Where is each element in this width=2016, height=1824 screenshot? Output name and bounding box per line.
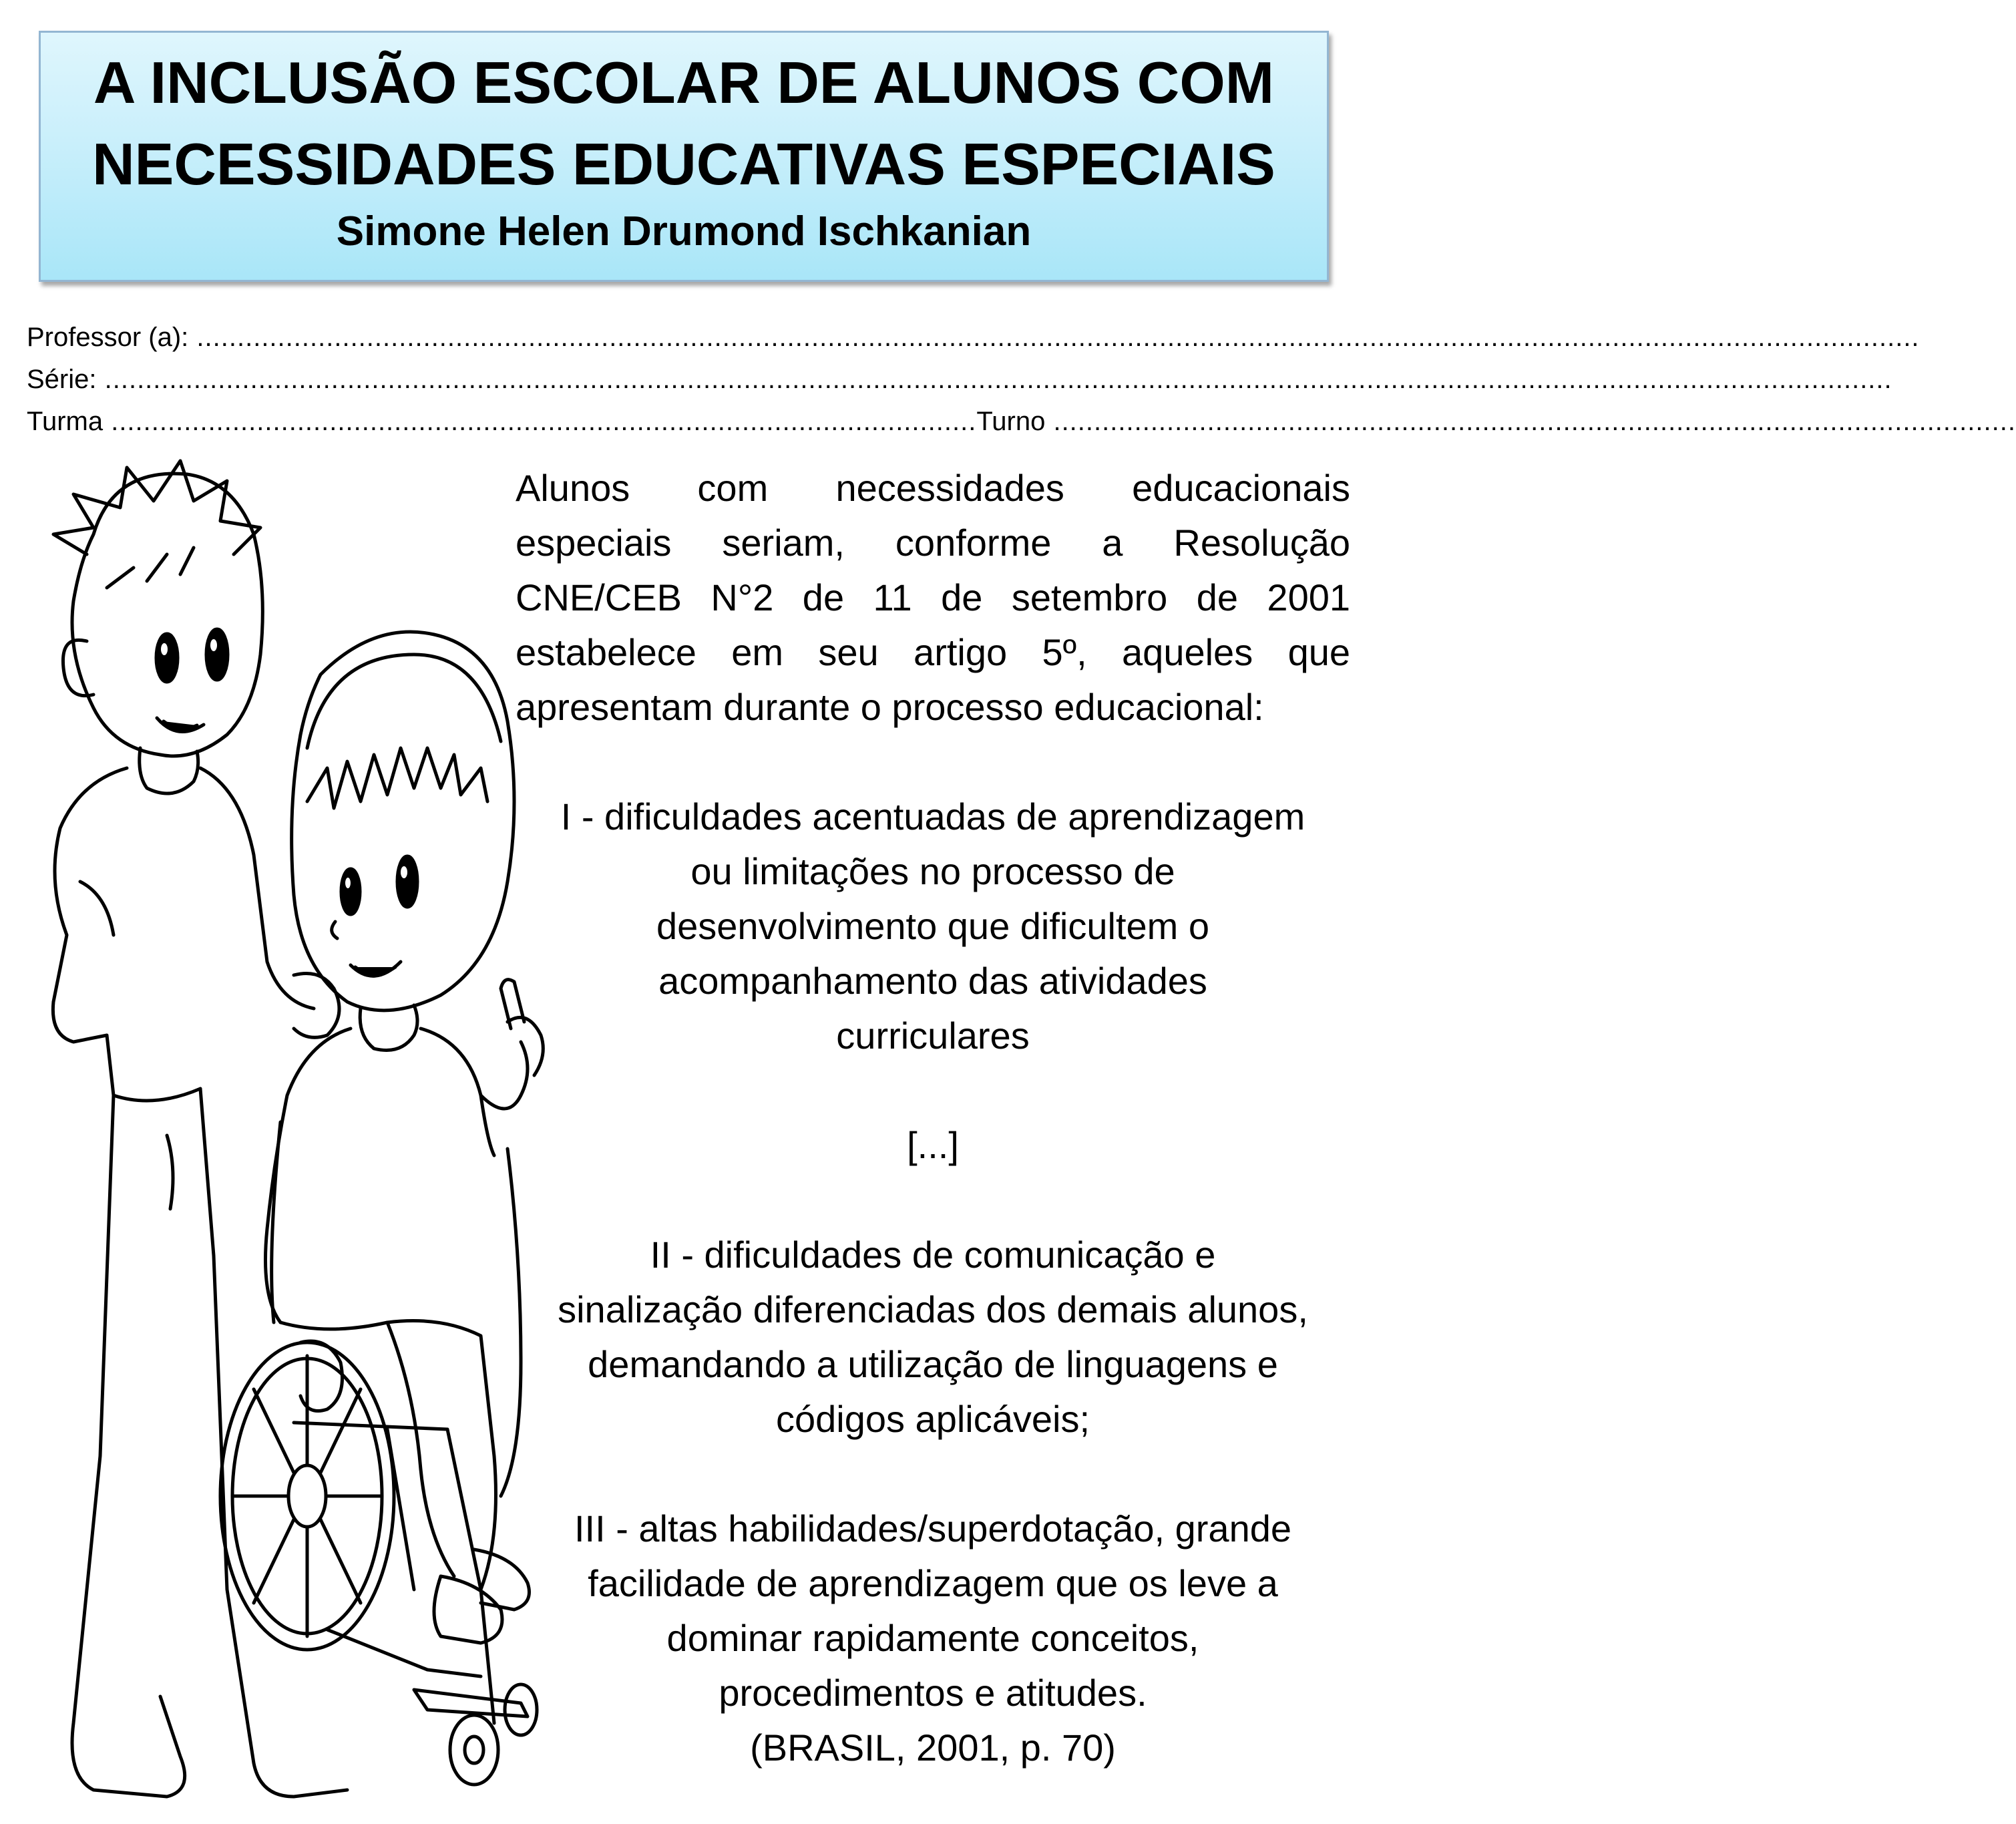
professor-label: Professor (a): [27, 323, 189, 352]
turno-blank[interactable]: ....................................................................................................................... [1045, 407, 2016, 436]
item-1-line: ou limitações no processo de [690, 850, 1175, 892]
item-3 [516, 1501, 1350, 1720]
item-1 [516, 789, 1350, 1063]
item-2 [516, 1228, 1350, 1447]
turma-label: Turma [27, 407, 104, 436]
author-name: Simone Helen Drumond Ischkanian [336, 208, 1032, 254]
intro-line-2: especiais seriam, conforme a Resolução [516, 522, 1350, 564]
title-line-1: A INCLUSÃO ESCOLAR DE ALUNOS COM [93, 49, 1275, 116]
title-banner [39, 31, 1329, 282]
item-1-line: desenvolvimento que dificultem o [656, 905, 1210, 947]
intro-line-1: Alunos com necessidades educacionais [516, 467, 1350, 509]
turma-blank[interactable]: ........................................................................................................... [103, 407, 977, 436]
item-2-line: códigos aplicáveis; [775, 1398, 1090, 1440]
ellipsis: [...] [907, 1124, 959, 1166]
intro-line-5: apresentam durante o processo educacional: [516, 686, 1264, 728]
professor-blank[interactable]: ..................................................................................................................................................................................................................... [188, 323, 1920, 352]
item-3-line: dominar rapidamente conceitos, [666, 1617, 1199, 1659]
professor-field[interactable] [27, 321, 1920, 354]
boy-pushing-girl-in-wheelchair-drawing [13, 454, 548, 1817]
serie-field[interactable] [27, 363, 1892, 396]
item-2-line: sinalização diferenciadas dos demais alunos, [558, 1288, 1308, 1330]
item-3-line: facilidade de aprendizagem que os leve a [588, 1562, 1278, 1604]
intro-line-4: estabelece em seu artigo 5º, aqueles que [516, 631, 1350, 673]
item-1-line: I - dificuldades acentuadas de aprendizagem [560, 795, 1305, 838]
main-text [516, 461, 1350, 1775]
item-3-line: III - altas habilidades/superdotação, grande [574, 1507, 1292, 1549]
item-2-line: II - dificuldades de comunicação e [650, 1234, 1216, 1276]
turma-turno-field[interactable] [27, 405, 2016, 438]
item-2-line: demandando a utilização de linguagens e [588, 1343, 1278, 1385]
turno-label: Turno [976, 407, 1046, 436]
item-1-line: acompanhamento das atividades [658, 960, 1207, 1002]
serie-label: Série: [27, 365, 97, 394]
item-1-line: curriculares [836, 1015, 1030, 1057]
serie-blank[interactable]: ............................................................................................................................................................................................................................. [96, 365, 1892, 394]
title-line-2: NECESSIDADES EDUCATIVAS ESPECIAIS [92, 131, 1275, 197]
intro-line-3: CNE/CEB N°2 de 11 de setembro de 2001 [516, 576, 1350, 618]
item-3-line: procedimentos e atitudes. [719, 1672, 1147, 1714]
citation: (BRASIL, 2001, p. 70) [750, 1726, 1116, 1769]
